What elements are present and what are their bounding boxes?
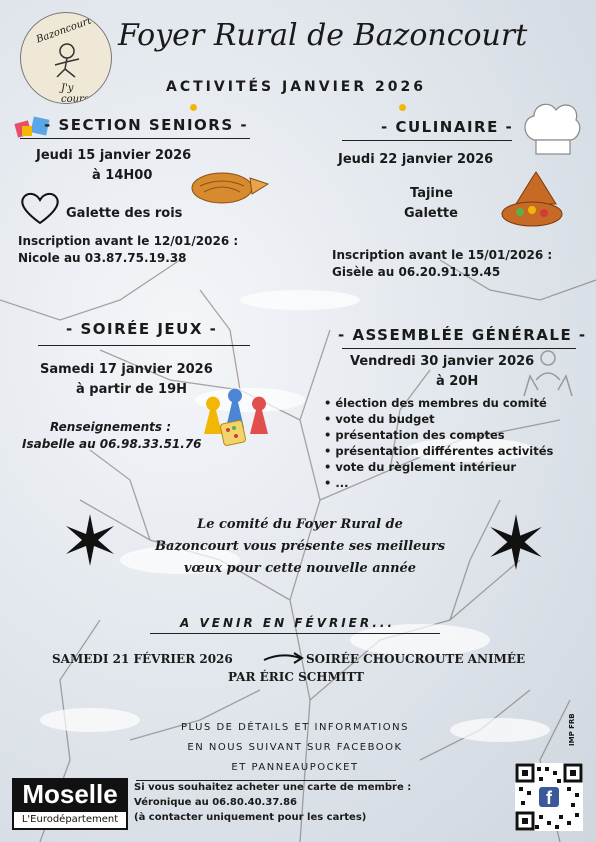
seniors-time: à 14H00 bbox=[92, 168, 153, 183]
moselle-logo-top: Moselle bbox=[12, 778, 128, 810]
page-subtitle: ACTIVITÉS JANVIER 2026 bbox=[166, 79, 426, 95]
assemblee-title: - ASSEMBLÉE GÉNÉRALE - bbox=[338, 326, 587, 344]
moselle-logo-bottom: L'Eurodépartement bbox=[12, 810, 128, 830]
culinaire-date: Jeudi 22 janvier 2026 bbox=[338, 152, 494, 167]
qr-code-icon bbox=[515, 763, 583, 831]
heart-icon bbox=[18, 190, 62, 226]
voeux-message bbox=[130, 514, 470, 580]
details-line-2: EN NOUS SUIVANT SUR FACEBOOK bbox=[187, 742, 403, 753]
culinaire-item-2: Galette bbox=[404, 206, 458, 221]
arrow-right-icon bbox=[262, 650, 306, 666]
membership-line-3: (à contacter uniquement pour les cartes) bbox=[134, 812, 367, 823]
star-icon bbox=[486, 512, 546, 572]
details-text bbox=[150, 718, 440, 778]
seniors-date: Jeudi 15 janvier 2026 bbox=[36, 148, 192, 163]
seniors-title: - SECTION SENIORS - bbox=[44, 116, 249, 134]
jeux-title: - SOIRÉE JEUX - bbox=[66, 320, 218, 338]
seniors-activity: Galette des rois bbox=[66, 206, 183, 221]
culinaire-contact: Gisèle au 06.20.91.19.45 bbox=[332, 265, 501, 279]
list-item: • vote du budget bbox=[324, 411, 553, 427]
list-item: • ... bbox=[324, 475, 553, 491]
galette-icon bbox=[190, 160, 270, 206]
seniors-contact: Nicole au 03.87.75.19.38 bbox=[18, 251, 187, 265]
voeux-line-2: Bazoncourt vous présente ses meilleurs bbox=[154, 539, 446, 554]
logo-text-top: Bazoncourt bbox=[34, 15, 94, 46]
membership-line-1: Si vous souhaitez acheter une carte de membre : bbox=[134, 782, 412, 793]
divider bbox=[136, 780, 396, 781]
fevrier-date: SAMEDI 21 FÉVRIER 2026 bbox=[52, 652, 233, 666]
divider bbox=[20, 138, 250, 139]
chef-hat-icon bbox=[520, 96, 584, 158]
divider bbox=[150, 633, 440, 634]
divider bbox=[342, 140, 512, 141]
seniors-inscription: Inscription avant le 12/01/2026 : bbox=[18, 234, 239, 248]
meeting-people-icon bbox=[520, 346, 576, 398]
page-title: Foyer Rural de Bazoncourt bbox=[118, 18, 528, 53]
accent-dot bbox=[399, 104, 406, 111]
tajine-icon bbox=[500, 168, 574, 234]
jeux-date: Samedi 17 janvier 2026 bbox=[40, 362, 213, 377]
star-icon bbox=[62, 512, 118, 568]
details-line-1: PLUS DE DÉTAILS ET INFORMATIONS bbox=[181, 722, 409, 733]
qr-code[interactable] bbox=[515, 763, 583, 831]
assemblee-time: à 20H bbox=[436, 374, 479, 389]
svg-text:f: f bbox=[546, 788, 552, 808]
fevrier-title: A VENIR EN FÉVRIER... bbox=[180, 616, 396, 630]
list-item: • présentation différentes activités bbox=[324, 443, 553, 459]
board-game-pawns-icon bbox=[196, 384, 280, 454]
foyer-logo bbox=[20, 12, 112, 104]
imprint-label: IMP FRB bbox=[568, 713, 576, 746]
jeux-info-label: Renseignements : bbox=[50, 420, 172, 434]
membership-line-2: Véronique au 06.80.40.37.86 bbox=[134, 797, 297, 808]
moselle-logo bbox=[12, 778, 128, 830]
assemblee-date: Vendredi 30 janvier 2026 bbox=[350, 354, 535, 369]
culinaire-inscription: Inscription avant le 15/01/2026 : bbox=[332, 248, 553, 262]
details-line-3: ET PANNEAUPOCKET bbox=[231, 762, 359, 773]
jeux-contact: Isabelle au 06.98.33.51.76 bbox=[22, 437, 202, 451]
fevrier-by: PAR ÉRIC SCHMITT bbox=[228, 670, 364, 684]
list-item: • élection des membres du comité bbox=[324, 395, 553, 411]
fevrier-event: SOIRÉE CHOUCROUTE ANIMÉE bbox=[306, 652, 526, 666]
culinaire-item-1: Tajine bbox=[410, 186, 453, 201]
voeux-line-3: vœux pour cette nouvelle année bbox=[183, 561, 417, 576]
divider bbox=[38, 345, 250, 346]
accent-dot bbox=[190, 104, 197, 111]
list-item: • présentation des comptes bbox=[324, 427, 553, 443]
assemblee-agenda-list bbox=[324, 395, 553, 491]
runner-icon bbox=[43, 41, 89, 81]
list-item: • vote du règlement intérieur bbox=[324, 459, 553, 475]
culinaire-title: - CULINAIRE - bbox=[381, 118, 514, 136]
logo-text-bottom: J'y cours... bbox=[61, 83, 99, 104]
voeux-line-1: Le comité du Foyer Rural de bbox=[197, 517, 403, 532]
jeux-time: à partir de 19H bbox=[76, 382, 188, 397]
